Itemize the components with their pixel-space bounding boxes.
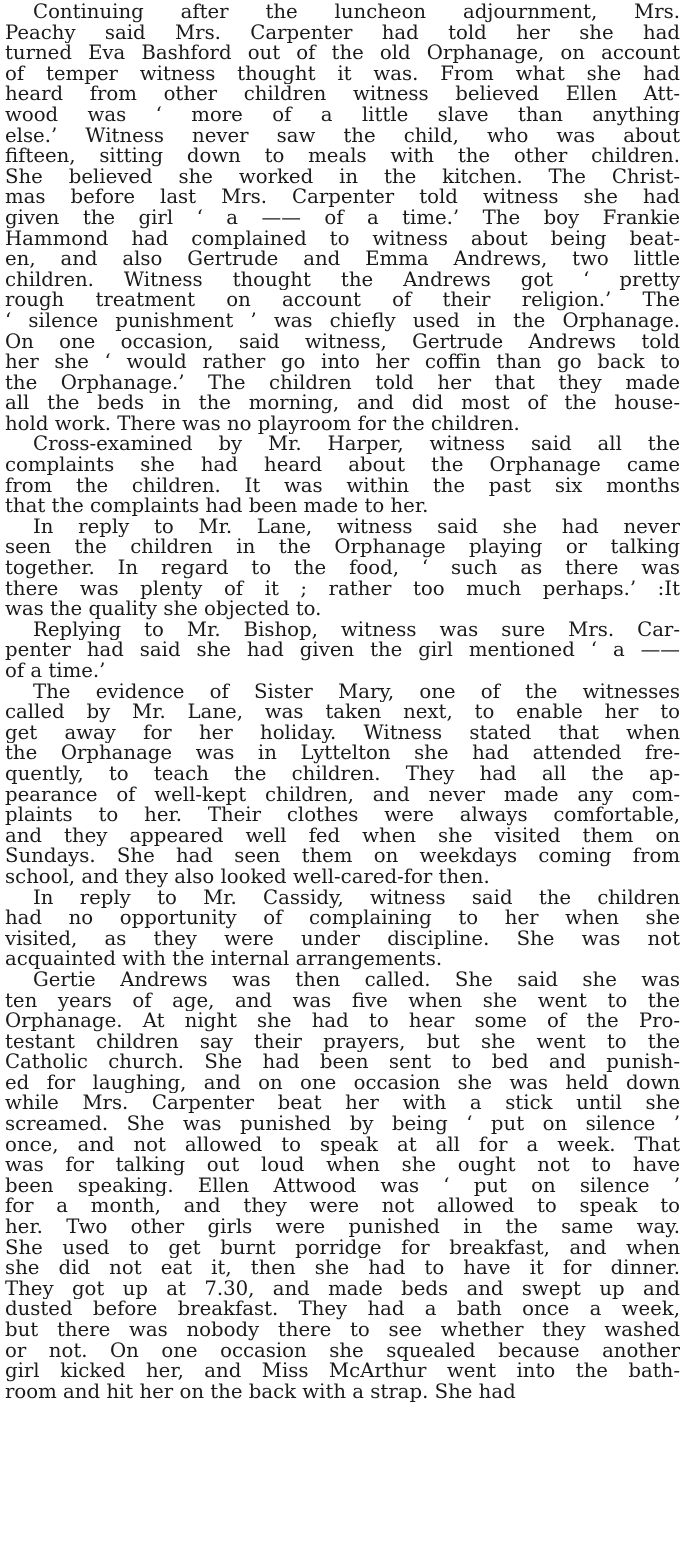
text-line: She believed she worked in the kitchen. The Christ- [5,166,680,188]
text-line: of temper witness thought it was. From what she had [5,63,680,85]
text-line: They got up at 7.30, and made beds and swept up and [5,1278,680,1300]
text-line: Orphanage. At night she had to hear some of the Pro- [5,1011,680,1032]
text-line: or not. On one occasion she squealed because another [5,1340,680,1362]
text-line: Catholic church. She had been sent to bed and punish- [5,1052,680,1073]
text-line: all the beds in the morning, and did most of the house- [5,393,680,414]
text-line: Gertie Andrews was then called. She said she was [33,969,680,991]
text-line: Replying to Mr. Bishop, witness was sure Mrs. Car- [33,619,680,641]
text-line: for a month, and they were not allowed to speak to [5,1196,680,1218]
text-line: pearance of well-kept children, and never made any com- [5,784,680,806]
text-line: fifteen, sitting down to meals with the other children. [5,146,680,167]
text-line: She used to get burnt porridge for breakfast, and when [5,1237,680,1259]
text-line: get away for her holiday. Witness stated that when [5,722,680,744]
paragraph-reply-to-lane [5,517,680,620]
text-line: plaints to her. Their clothes were always comfortable, [5,805,680,826]
text-line: On one occasion, said witness, Gertrude Andrews told [5,331,680,353]
text-line: children. Witness thought the Andrews got ‘ pretty [5,269,680,291]
text-line: ed for laughing, and on one occasion she was held down [5,1072,680,1094]
text-line: given the girl ‘ a —— of a time.’ The boy Frankie [5,207,680,229]
text-line: once, and not allowed to speak at all for a week. That [5,1134,680,1156]
text-line: complaints she had heard about the Orphanage came [5,455,680,476]
text-line: school, and they also looked well-cared-for then. [5,866,490,888]
text-line: from the children. It was within the past six months [5,475,680,497]
paragraph-sister-mary-evidence [5,682,680,888]
text-line: Sundays. She had seen them on weekdays coming from [5,846,680,867]
text-line: girl kicked her, and Miss McArthur went into the bath- [5,1361,680,1382]
paragraph-cross-examination-harper [5,434,680,516]
text-line: while Mrs. Carpenter beat her with a stick until she [5,1093,680,1115]
text-line: acquainted with the internal arrangements. [5,949,443,970]
text-line: her she ‘ would rather go into her coffin than go back to [5,352,680,373]
text-line: had no opportunity of complaining to her when she [5,908,680,929]
text-line: ‘ silence punishment ’ was chiefly used in the Orphanage. [5,310,680,332]
text-line: together. In regard to the food, ‘ such as there was [5,558,680,579]
text-line: The evidence of Sister Mary, one of the witnesses [33,681,680,703]
text-line: but there was nobody there to see whether they washed [5,1320,680,1341]
text-line: testant children say their prayers, but she went to the [5,1031,680,1053]
text-line: wood was ‘ more of a little slave than anything [5,104,680,126]
text-line: Hammond had complained to witness about being beat- [5,228,680,250]
text-line: screamed. She was punished by being ‘ put on silence ’ [5,1114,680,1135]
text-line: heard from other children witness believed Ellen Att- [5,84,680,105]
text-line: quently, to teach the children. They had all the ap- [5,763,680,785]
paragraph-peachy-evidence [5,2,680,434]
text-line: there was plenty of it ; rather too much perhaps.’ :It [5,578,680,600]
text-line: Peachy said Mrs. Carpenter had told her she had [5,22,680,44]
text-line: Cross-examined by Mr. Harper, witness said all the [33,434,680,456]
text-line: ten years of age, and was five when she went to the [5,990,680,1012]
text-line: called by Mr. Lane, was taken next, to enable her to [5,702,680,723]
text-line: hold work. There was no playroom for the children. [5,413,520,435]
text-line: her. Two other girls were punished in the same way. [5,1217,680,1238]
text-line: Continuing after the luncheon adjournment, Mrs. [33,2,680,23]
text-line: she did not eat it, then she had to have it for dinner. [5,1258,680,1279]
text-line: was for talking out loud when she ought not to have [5,1155,680,1176]
text-line: turned Eva Bashford out of the old Orphanage, on account [5,43,680,64]
text-line: en, and also Gertrude and Emma Andrews, two little [5,249,680,270]
paragraph-gertie-andrews-evidence [5,970,680,1402]
text-line: In reply to Mr. Lane, witness said she had never [33,516,680,538]
text-line: seen the children in the Orphanage playing or talking [5,537,680,559]
text-line: else.’ Witness never saw the child, who was about [5,125,680,147]
text-line: penter had said she had given the girl mentioned ‘ a —— [5,640,680,661]
text-line: dusted before breakfast. They had a bath once a week, [5,1299,680,1320]
text-line: the Orphanage.’ The children told her that they made [5,372,680,394]
text-line: was the quality she objected to. [5,599,322,620]
text-line: rough treatment on account of their religion.’ The [5,290,680,311]
text-line: In reply to Mr. Cassidy, witness said the children [33,887,680,909]
text-line: the Orphanage was in Lyttelton she had attended fre- [5,743,680,764]
text-line: room and hit her on the back with a strap. She had [5,1381,516,1403]
paragraph-reply-to-bishop [5,620,680,682]
text-line: mas before last Mrs. Carpenter told witness she had [5,187,680,208]
text-line: visited, as they were under discipline. She was not [5,928,680,950]
text-line: been speaking. Ellen Attwood was ‘ put on silence ’ [5,1175,680,1197]
article-column [5,2,680,1402]
text-line: that the complaints had been made to her. [5,496,429,517]
text-line: of a time.’ [5,661,106,682]
paragraph-reply-to-cassidy [5,888,680,970]
text-line: and they appeared well fed when she visited them on [5,825,680,847]
